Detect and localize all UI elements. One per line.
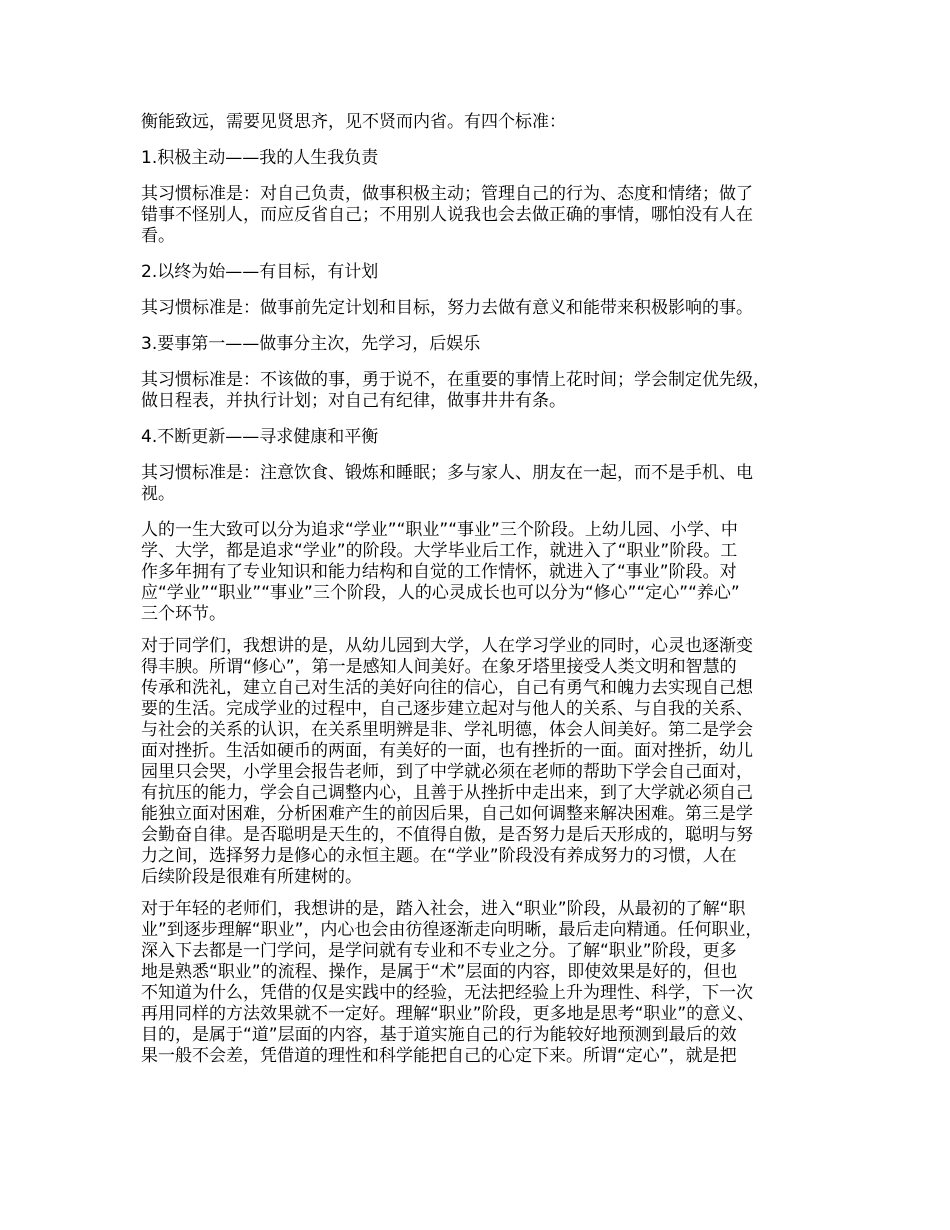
text-line: 视。 [141, 484, 175, 504]
text-line: 要的生活。完成学业的过程中，自己逐步建立起对与他人的关系、与自我的关系、 [141, 699, 753, 719]
text-line: 传承和洗礼，建立自己对生活的美好向往的信心，自己有勇气和魄力去实现自己想 [141, 678, 753, 698]
text-line: 错事不怪别人，而应反省自己；不用别人说我也会去做正确的事情，哪怕没有人在 [141, 205, 753, 225]
text-line: 对于年轻的老师们，我想讲的是，踏入社会，进入“职业”阶段，从最初的了解“职 [141, 899, 746, 919]
paragraph [141, 112, 826, 133]
text-line: 后续阶段是很难有所建树的。 [141, 867, 362, 887]
text-line: 能独立面对困难，分析困难产生的前因后果，自己如何调整来解决困难。第三是学 [141, 804, 753, 824]
habit-heading [141, 334, 826, 355]
text-line: 衡能致远，需要见贤思齐，见不贤而内省。有四个标准： [141, 112, 566, 132]
text-line: 其习惯标准是：注意饮食、锻炼和睡眠；多与家人、朋友在一起，而不是手机、电 [141, 463, 753, 483]
text-line: 业”到逐步理解“职业”，内心也会由彷徨逐渐走向明晰，最后走向精通。任何职业， [141, 920, 763, 940]
text-line: 面对挫折。生活如硬币的两面，有美好的一面，也有挫折的一面。面对挫折，幼儿 [141, 741, 753, 761]
text-line: 不知道为什么，凭借的仅是实践中的经验，无法把经验上升为理性、科学，下一次 [141, 983, 753, 1003]
text-line: 园里只会哭，小学里会报告老师，到了中学就必须在老师的帮助下学会自己面对， [141, 762, 753, 782]
paragraph [141, 520, 826, 625]
paragraph [141, 298, 826, 319]
text-line: 有抗压的能力，学会自己调整内心，且善于从挫折中走出来，到了大学就必须自己 [141, 783, 753, 803]
text-line: 其习惯标准是：不该做的事，勇于说不，在重要的事情上花时间；学会制定优先级， [141, 370, 770, 390]
text-line: 2.以终为始——有目标，有计划 [141, 262, 379, 282]
habit-heading [141, 262, 826, 283]
text-line: 人的一生大致可以分为追求“学业”“职业”“事业”三个阶段。上幼儿园、小学、中 [141, 520, 738, 540]
paragraph [141, 184, 826, 247]
text-line: 3.要事第一——做事分主次，先学习，后娱乐 [141, 334, 481, 354]
paragraph [141, 370, 826, 412]
text-line: 4.不断更新——寻求健康和平衡 [141, 427, 379, 447]
text-line: 做日程表，并执行计划；对自己有纪律，做事井井有条。 [141, 391, 566, 411]
paragraph [141, 463, 826, 505]
text-line: 得丰腴。所谓“修心”，第一是感知人间美好。在象牙塔里接受人类文明和智慧的 [141, 657, 737, 677]
text-line: 三个环节。 [141, 604, 226, 624]
text-line: 学、大学，都是追求“学业”的阶段。大学毕业后工作，就进入了“职业”阶段。工 [141, 541, 738, 561]
paragraph [141, 636, 826, 888]
text-line: 果一般不会差，凭借道的理性和科学能把自己的心定下来。所谓“定心”，就是把 [141, 1046, 737, 1066]
document-body [141, 112, 826, 1067]
text-line: 目的，是属于“道”层面的内容，基于道实施自己的行为能较好地预测到最后的效 [141, 1025, 737, 1045]
text-line: 1.积极主动——我的人生我负责 [141, 148, 379, 168]
text-line: 看。 [141, 226, 175, 246]
text-line: 应“学业”“职业”“事业”三个阶段，人的心灵成长也可以分为“修心”“定心”“养心” [141, 583, 740, 603]
text-line: 与社会的关系的认识，在关系里明辨是非、学礼明德，体会人间美好。第二是学会 [141, 720, 753, 740]
text-line: 其习惯标准是：对自己负责，做事积极主动；管理自己的行为、态度和情绪；做了 [141, 184, 753, 204]
habit-heading [141, 427, 826, 448]
paragraph [141, 899, 826, 1067]
habit-heading [141, 148, 826, 169]
text-line: 力之间，选择努力是修心的永恒主题。在“学业”阶段没有养成努力的习惯，人在 [141, 846, 737, 866]
text-line: 作多年拥有了专业知识和能力结构和自觉的工作情怀，就进入了“事业”阶段。对 [141, 562, 737, 582]
text-line: 地是熟悉“职业”的流程、操作，是属于“术”层面的内容，即使效果是好的，但也 [141, 962, 738, 982]
text-line: 深入下去都是一门学问，是学问就有专业和不专业之分。了解“职业”阶段，更多 [141, 941, 737, 961]
text-line: 其习惯标准是：做事前先定计划和目标，努力去做有意义和能带来积极影响的事。 [141, 298, 753, 318]
text-line: 对于同学们，我想讲的是，从幼儿园到大学，人在学习学业的同时，心灵也逐渐变 [141, 636, 753, 656]
text-line: 会勤奋自律。是否聪明是天生的，不值得自傲，是否努力是后天形成的，聪明与努 [141, 825, 753, 845]
text-line: 再用同样的方法效果就不一定好。理解“职业”阶段，更多地是思考“职业”的意义、 [141, 1004, 755, 1024]
